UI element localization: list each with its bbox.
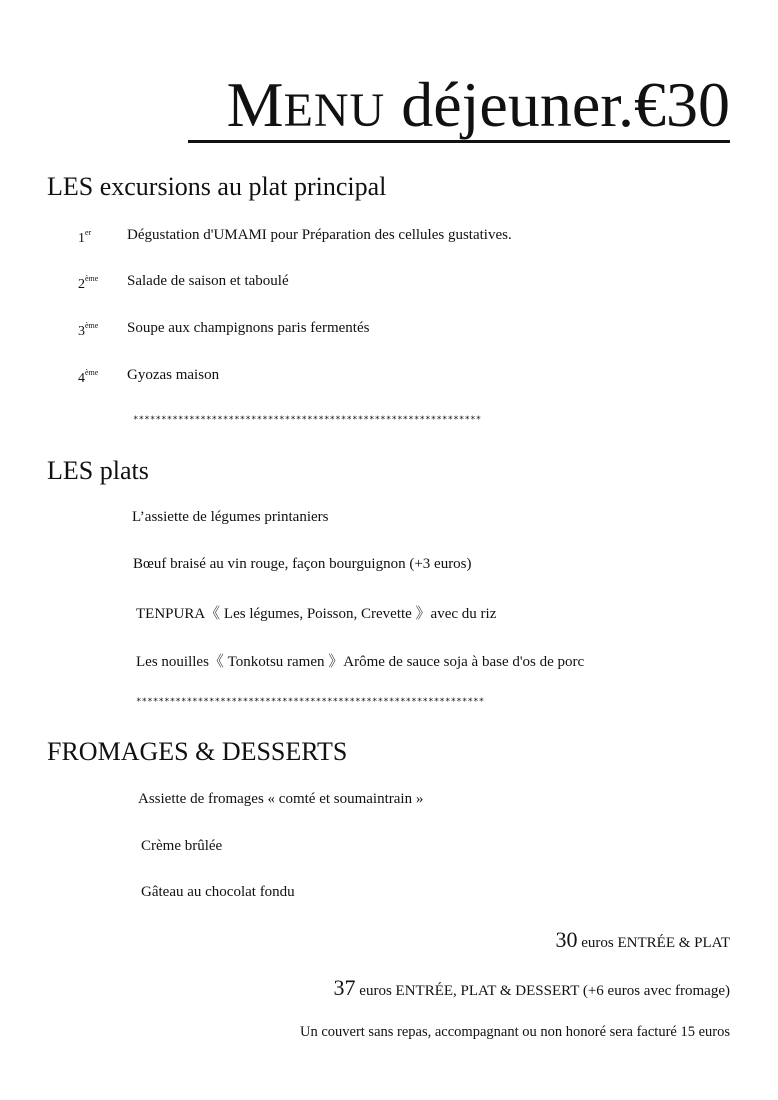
dessert-item-3: Gâteau au chocolat fondu (141, 884, 295, 900)
course-item-2: Salade de saison et taboulé (127, 273, 289, 289)
menu-title-rest: déjeuner.€30 (385, 69, 730, 140)
course-ordinal-3: 3ème (78, 321, 99, 339)
course-ordinal-4: 4ème (78, 368, 99, 386)
menu-title-initial: M (226, 69, 284, 140)
section-heading-plats: LES plats (47, 456, 149, 485)
section-heading-desserts: FROMAGES & DESSERTS (47, 737, 348, 766)
price-amount: 30 (555, 927, 578, 952)
price-label: ENTRÉE & PLAT (613, 935, 730, 951)
course-ordinal-2: 2ème (78, 274, 99, 292)
dessert-item-2: Crème brûlée (141, 838, 223, 854)
course-ordinal-1: 1er (78, 228, 92, 246)
course-item-4: Gyozas maison (127, 367, 220, 383)
plat-item-1: L’assiette de légumes printaniers (132, 509, 329, 525)
price-label: ENTRÉE, PLAT & DESSERT (+6 euros avec fromage) (391, 983, 730, 999)
course-item-1: Dégustation d'UMAMI pour Préparation des cellules gustatives. (127, 227, 512, 243)
price-line-entree-plat (556, 927, 731, 953)
course-item-3: Soupe aux champignons paris fermentés (127, 320, 370, 336)
plat-item-4: Les nouilles《 Tonkotsu ramen 》Arôme de sauce soja à base d'os de porc (136, 654, 585, 670)
cover-charge-note: Un couvert sans repas, accompagnant ou non honoré sera facturé 15 euros (299, 1024, 730, 1040)
plat-item-2: Bœuf braisé au vin rouge, façon bourguignon (+3 euros) (133, 556, 472, 572)
title-underline (188, 140, 730, 143)
separator-stars-2: ************************************************************** (136, 697, 485, 707)
separator-stars-1: ************************************************************** (133, 415, 482, 425)
price-line-entree-plat-dessert (334, 975, 730, 1001)
price-unit: euros (355, 983, 392, 999)
price-amount: 37 (333, 975, 356, 1000)
menu-title (227, 70, 730, 146)
price-unit: euros (577, 935, 614, 951)
menu-title-smallcaps: ENU (283, 84, 386, 137)
plat-item-3: TENPURA《 Les légumes, Poisson, Crevette 》avec du riz (136, 606, 497, 622)
dessert-item-1: Assiette de fromages « comté et soumaintrain » (138, 791, 424, 807)
section-heading-entrees: LES excursions au plat principal (47, 172, 387, 201)
